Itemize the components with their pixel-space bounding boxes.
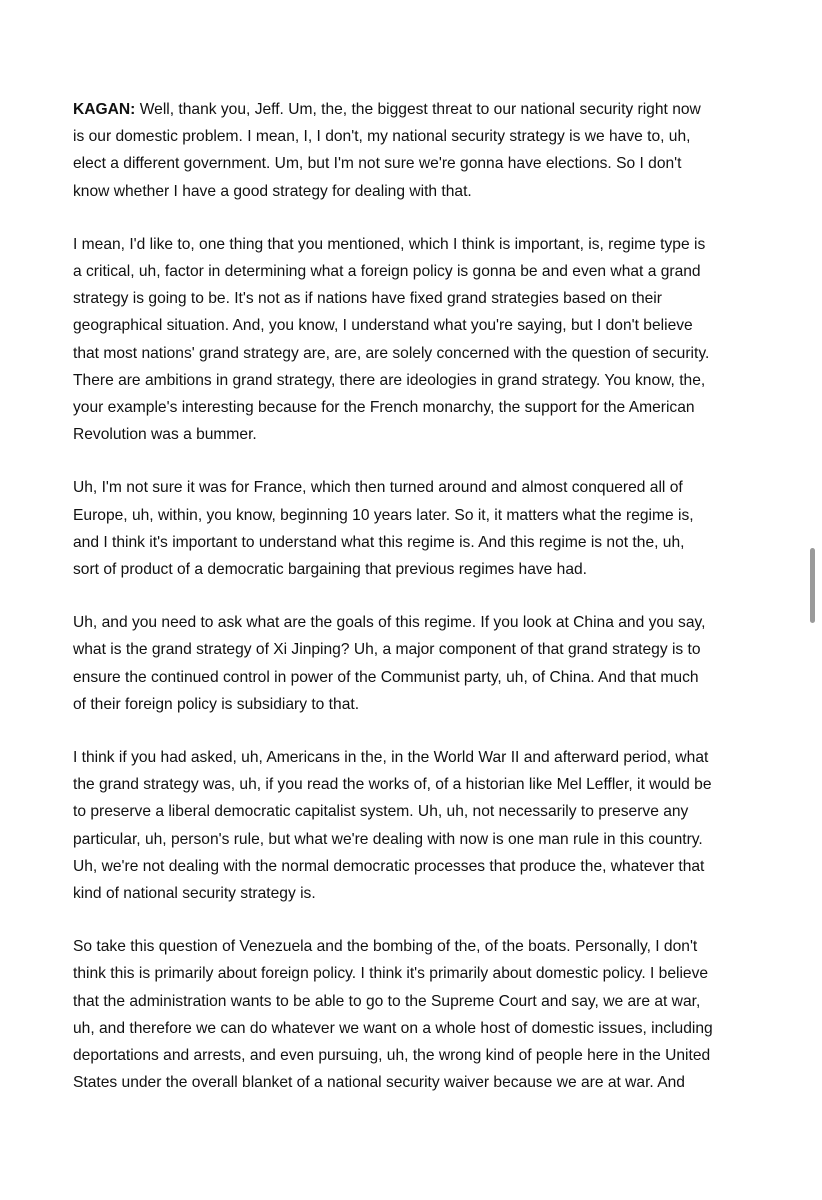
text-line: of their foreign policy is subsidiary to that. (73, 695, 360, 713)
text-line: Uh, I'm not sure it was for France, which then turned around and almost conquered all of (73, 479, 683, 497)
text-line: a critical, uh, factor in determining what a foreign policy is gonna be and even what a grand (73, 263, 701, 281)
speaker-label: KAGAN: (73, 101, 136, 118)
text-line: your example's interesting because for the French monarchy, the support for the American (73, 399, 695, 417)
text-line: and I think it's important to understand what this regime is. And this regime is not the, uh, (73, 533, 685, 551)
text-line: There are ambitions in grand strategy, there are ideologies in grand strategy. You know, the, (73, 371, 706, 389)
text-line: States under the overall blanket of a national security waiver because we are at war. And (73, 1074, 685, 1092)
text-line (73, 96, 753, 123)
transcript-paragraph (73, 96, 753, 205)
text-line: ensure the continued control in power of the Communist party, uh, of China. And that much (73, 668, 699, 686)
text-line: know whether I have a good strategy for dealing with that. (73, 182, 472, 200)
text-line: Uh, we're not dealing with the normal democratic processes that produce the, whatever that (73, 857, 705, 875)
text-line: that most nations' grand strategy are, are, are solely concerned with the question of security. (73, 344, 710, 362)
text-line: sort of product of a democratic bargaining that previous regimes have had. (73, 561, 588, 579)
text-line: elect a different government. Um, but I'm not sure we're gonna have elections. So I don't (73, 155, 682, 173)
text-line: to preserve a liberal democratic capitalist system. Uh, uh, not necessarily to preserve any (73, 803, 689, 821)
text-line: that the administration wants to be able to go to the Supreme Court and say, we are at war, (73, 992, 701, 1010)
transcript-body (73, 96, 753, 1123)
text-line: uh, and therefore we can do whatever we want on a whole host of domestic issues, including (73, 1019, 713, 1037)
text-line: Revolution was a bummer. (73, 426, 257, 444)
text-line: what is the grand strategy of Xi Jinping? Uh, a major component of that grand strategy is to (73, 641, 701, 659)
transcript-paragraph (73, 231, 753, 449)
text-line: strategy is going to be. It's not as if nations have fixed grand strategies based on their (73, 290, 662, 308)
text-line: deportations and arrests, and even pursuing, uh, the wrong kind of people here in the United (73, 1047, 711, 1065)
text-line: I think if you had asked, uh, Americans in the, in the World War II and afterward period, what (73, 749, 709, 767)
text-line: So take this question of Venezuela and the bombing of the, of the boats. Personally, I don't (73, 938, 698, 956)
transcript-paragraph (73, 744, 753, 907)
text-line: think this is primarily about foreign policy. I think it's primarily about domestic policy. I believe (73, 965, 709, 983)
text-line: I mean, I'd like to, one thing that you mentioned, which I think is important, is, regime type is (73, 235, 706, 253)
text-line: is our domestic problem. I mean, I, I don't, my national security strategy is we have to, uh, (73, 128, 691, 146)
text-line: particular, uh, person's rule, but what we're dealing with now is one man rule in this country. (73, 830, 703, 848)
text-line: the grand strategy was, uh, if you read the works of, of a historian like Mel Leffler, it would be (73, 776, 712, 794)
text-line: Europe, uh, within, you know, beginning 10 years later. So it, it matters what the regime is, (73, 506, 694, 524)
scrollbar-thumb[interactable] (810, 548, 815, 623)
transcript-paragraph (73, 474, 753, 583)
vertical-scrollbar[interactable] (810, 540, 818, 630)
transcript-paragraph (73, 609, 753, 718)
text-line: geographical situation. And, you know, I understand what you're saying, but I don't believe (73, 317, 693, 335)
text-line: Uh, and you need to ask what are the goals of this regime. If you look at China and you say, (73, 614, 706, 632)
text-line: kind of national security strategy is. (73, 885, 316, 903)
line-text: Well, thank you, Jeff. Um, the, the biggest threat to our national security right now (135, 101, 701, 118)
transcript-paragraph (73, 933, 753, 1096)
